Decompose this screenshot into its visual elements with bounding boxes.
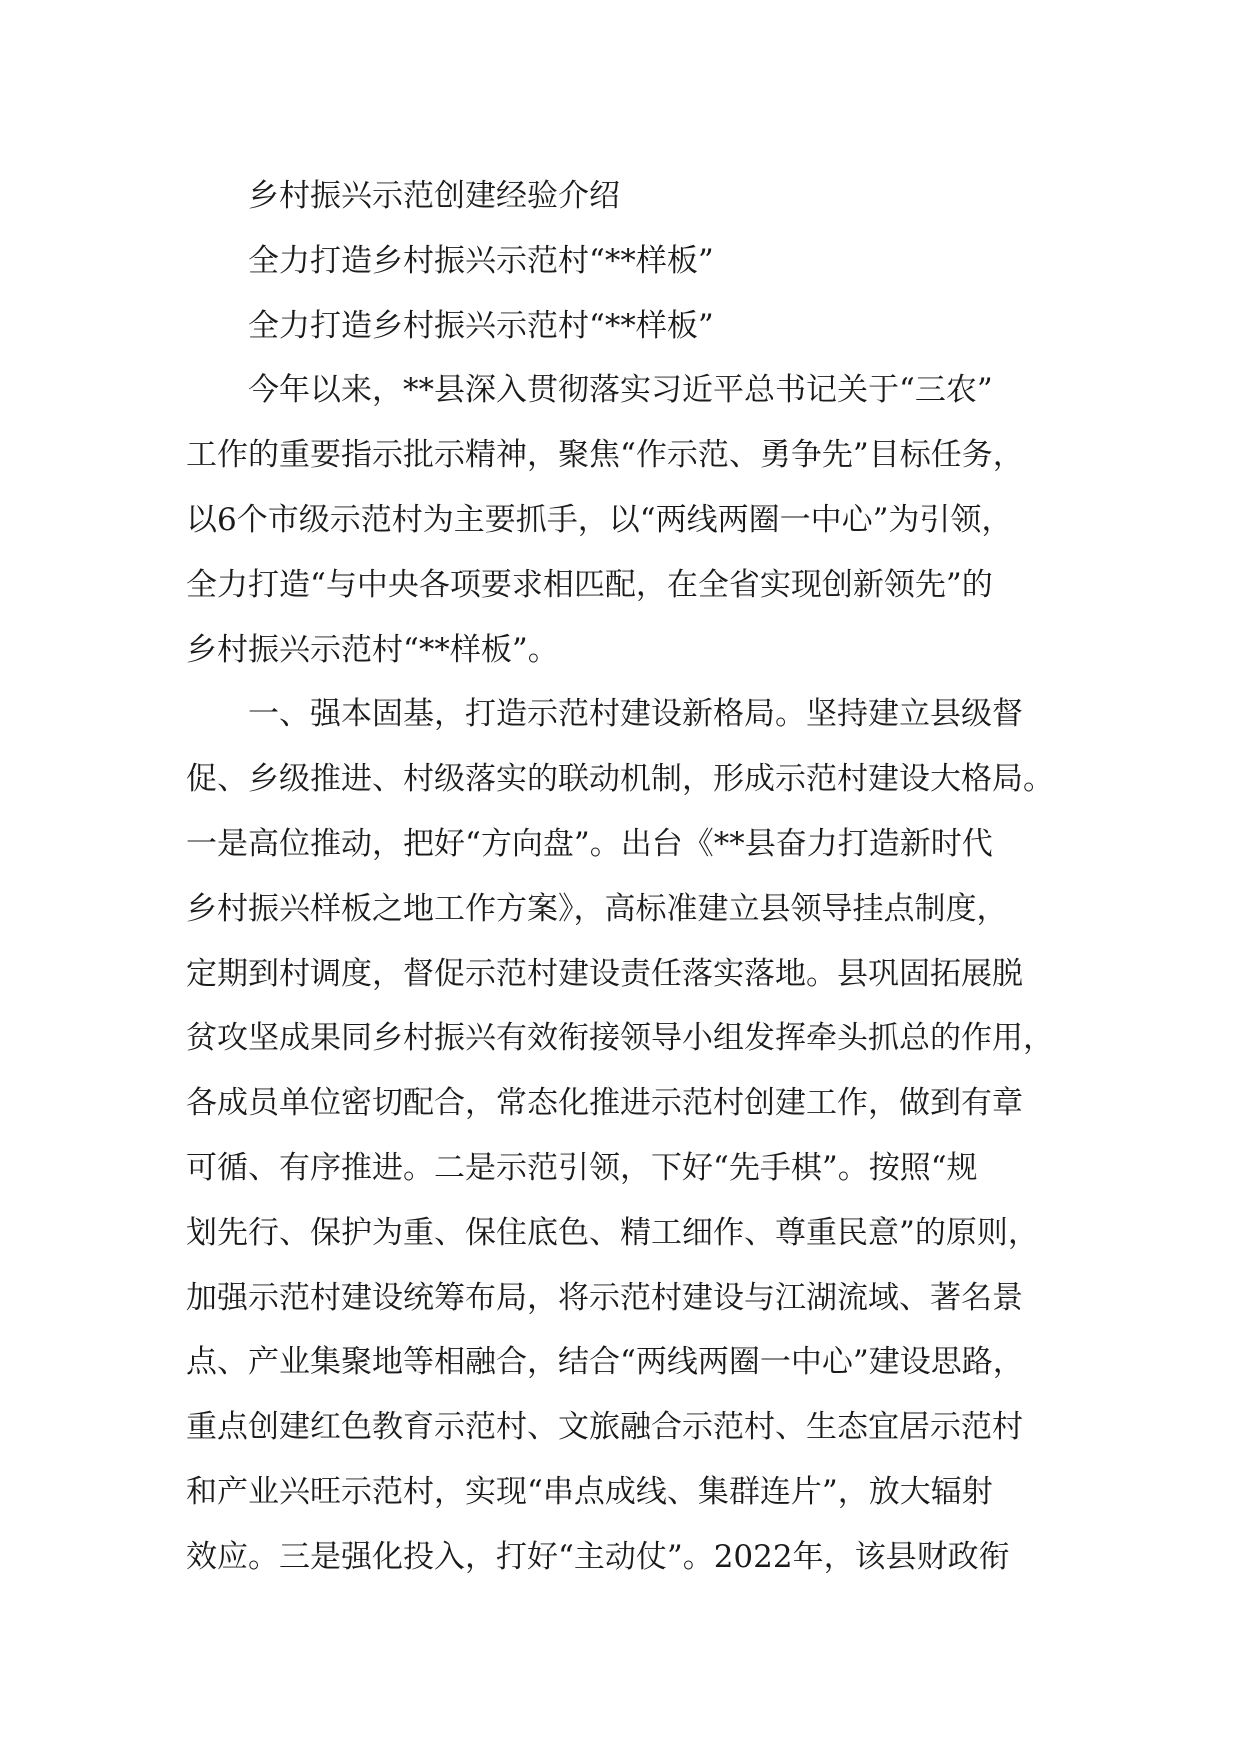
paragraph-line: 全力打造“与中央各项要求相匹配，在全省实现创新领先”的 bbox=[186, 566, 993, 603]
paragraph-line: 和产业兴旺示范村，实现“串点成线、集群连片”，放大辐射 bbox=[186, 1473, 993, 1510]
paragraph-line: 各成员单位密切配合，常态化推进示范村创建工作，做到有章 bbox=[186, 1085, 1023, 1122]
paragraph-line: 贫攻坚成果同乡村振兴有效衔接领导小组发挥牵头抓总的作用， bbox=[186, 1020, 1054, 1057]
paragraph-line: 加强示范村建设统筹布局，将示范村建设与江湖流域、著名景 bbox=[186, 1279, 1023, 1316]
paragraph-line: 定期到村调度，督促示范村建设责任落实落地。县巩固拓展脱 bbox=[186, 955, 1023, 992]
paragraph-line: 重点创建红色教育示范村、文旅融合示范村、生态宜居示范村 bbox=[186, 1409, 1023, 1446]
paragraph-line: 点、产业集聚地等相融合，结合“两线两圈一中心”建设思路， bbox=[186, 1344, 1024, 1381]
doc-title-repeat: 全力打造乡村振兴示范村“**样板” bbox=[248, 307, 714, 344]
paragraph-line: 促、乡级推进、村级落实的联动机制，形成示范村建设大格局。 bbox=[186, 761, 1054, 798]
paragraph-line: 乡村振兴示范村“**样板”。 bbox=[186, 631, 559, 668]
paragraph-line: 一、强本固基，打造示范村建设新格局。坚持建立县级督 bbox=[248, 696, 1023, 733]
paragraph-line: 划先行、保护为重、保住底色、精工细作、尊重民意”的原则， bbox=[186, 1214, 1039, 1251]
document-body bbox=[186, 164, 1076, 1590]
paragraph-line: 今年以来，**县深入贯彻落实习近平总书记关于“三农” bbox=[248, 372, 993, 409]
paragraph-line: 一是高位推动，把好“方向盘”。出台《**县奋力打造新时代 bbox=[186, 825, 993, 862]
paragraph-line: 乡村振兴样板之地工作方案》，高标准建立县领导挂点制度， bbox=[186, 890, 1008, 927]
doc-title: 全力打造乡村振兴示范村“**样板” bbox=[248, 242, 714, 279]
paragraph-line: 工作的重要指示批示精神，聚焦“作示范、勇争先”目标任务， bbox=[186, 437, 1024, 474]
paragraph-line: 效应。三是强化投入，打好“主动仗”。2022年，该县财政衔 bbox=[186, 1538, 1010, 1575]
paragraph-line: 以6个市级示范村为主要抓手，以“两线两圈一中心”为引领， bbox=[186, 501, 1013, 538]
paragraph-line: 可循、有序推进。二是示范引领，下好“先手棋”。按照“规 bbox=[186, 1149, 978, 1186]
doc-heading: 乡村振兴示范创建经验介绍 bbox=[248, 178, 620, 214]
